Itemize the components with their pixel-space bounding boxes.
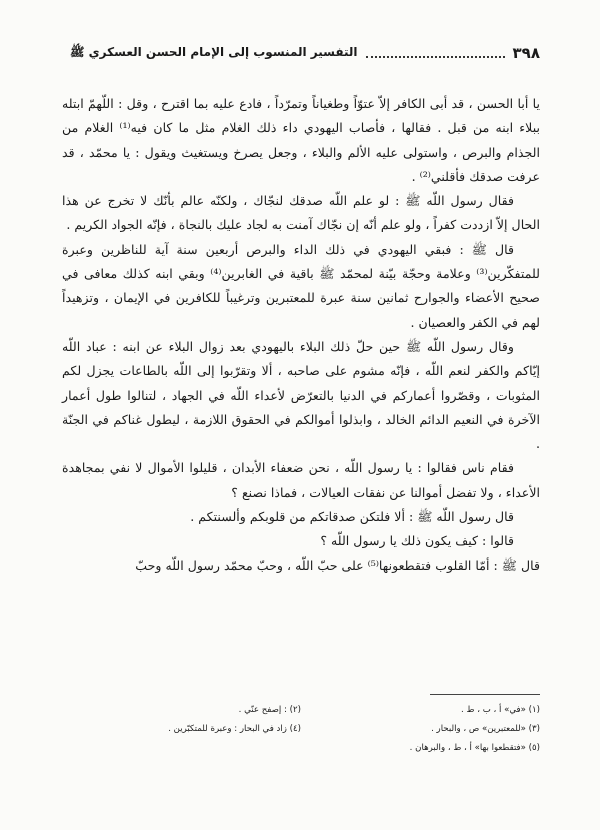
footnote: (٥) «فتقطعوا بها» أ ، ط ، والبرهان . (409, 743, 540, 753)
footnote: (٣) «للمعتبرين» ص ، والبحار . (431, 724, 540, 734)
running-title: التفسير المنسوب إلى الإمام الحسن العسكري ﷺ (70, 44, 358, 59)
footnote: (٤) زاد في البحار : وعبرة للمتكبّرين . (168, 724, 301, 734)
footnote-rule (430, 694, 540, 695)
footnote: (٢) : إصفح عنّي . (238, 705, 301, 715)
paragraph: قال ﷺ : فبقي اليهودي في ذلك الداء والبرص أربعين سنة آية للناظرين وعبرة للمتفكّرين⁽³⁾ وعلامة وحجّة بيّنة لمحمّد ﷺ باقية في الغابرين⁽⁴⁾ وبقي ابنه كذلك معافى في صحيح الأعضاء والجوارح ثمانين سنة عبرة للمعتبرين وترغيباً للكافرين في الإيمان ، وتزهيداً لهم في الكفر والعصيان . (62, 241, 540, 330)
paragraph: يا أبا الحسن ، قد أبى الكافر إلاّ عتوّاً وطغياناً وتمرّداً ، فادع عليه بما اقترح ، وقل : اللّهمّ ابتله ببلاء ابنه من قبل . فقالها ، فأصاب اليهودي داء ذلك الغلام مثل ما كان فيه⁽¹⁾ الغلام من الجذام والبرص ، واستولى عليه الألم والبلاء ، وجعل يصرخ ويستغيث ويقول : يا محمّد ، قد عرفت صدقك فأقلني⁽²⁾ . (62, 96, 540, 184)
page-header (70, 42, 540, 64)
paragraph: قالوا : كيف يكون ذلك يا رسول اللّه ؟ (320, 533, 514, 549)
paragraph: وقال رسول اللّه ﷺ حين حلّ ذلك البلاء باليهودي بعد زوال البلاء عن ابنه : عباد اللّه إيّاكم والكفر لنعم اللّه ، فإنّه مشوم على صاحبه ، ألا وتقرّبوا إلى اللّه بالطاعات يجزل لكم المثوبات ، وقصّروا أعماركم في الدنيا بالتعرّض لأعداء اللّه في الجهاد ، لتنالوا طول أعمار الآخرة في النعيم الدائم الخالد ، وابذلوا أموالكم في الحقوق اللازمة ، ليطول غناكم في الجنّة . (62, 338, 540, 452)
footnote: (١) «في» أ ، ب ، ط . (461, 705, 540, 715)
header-dotted-rule (366, 48, 505, 58)
main-text (62, 92, 540, 578)
footnotes (62, 694, 540, 758)
paragraph: فقام ناس فقالوا : يا رسول اللّه ، نحن ضعفاء الأبدان ، قليلوا الأموال لا نفي بمجاهدة الأعداء ، ولا تفضل أموالنا عن نفقات العيالات ، فماذا نصنع ؟ (62, 460, 540, 500)
paragraph: قال ﷺ : أمّا القلوب فتقطعونها⁽⁵⁾ على حبّ اللّه ، وحبّ محمّد رسول اللّه وحبّ (135, 557, 540, 573)
paragraph: فقال رسول اللّه ﷺ : لو علم اللّه صدقك لنجّاك ، ولكنّه عالم بأنّك لا تخرج عن هذا الحال إلاّ ازددت كفراً ، ولو علم أنّه إن نجّاك آمنت به لجاد عليك بالنجاة ، فإنّه الجواد الكريم . (62, 193, 540, 233)
page-number: ٣٩٨ (512, 44, 540, 62)
paragraph: قال رسول اللّه ﷺ : ألا فلتكن صدقاتكم من قلوبكم وألسنتكم . (190, 509, 514, 525)
